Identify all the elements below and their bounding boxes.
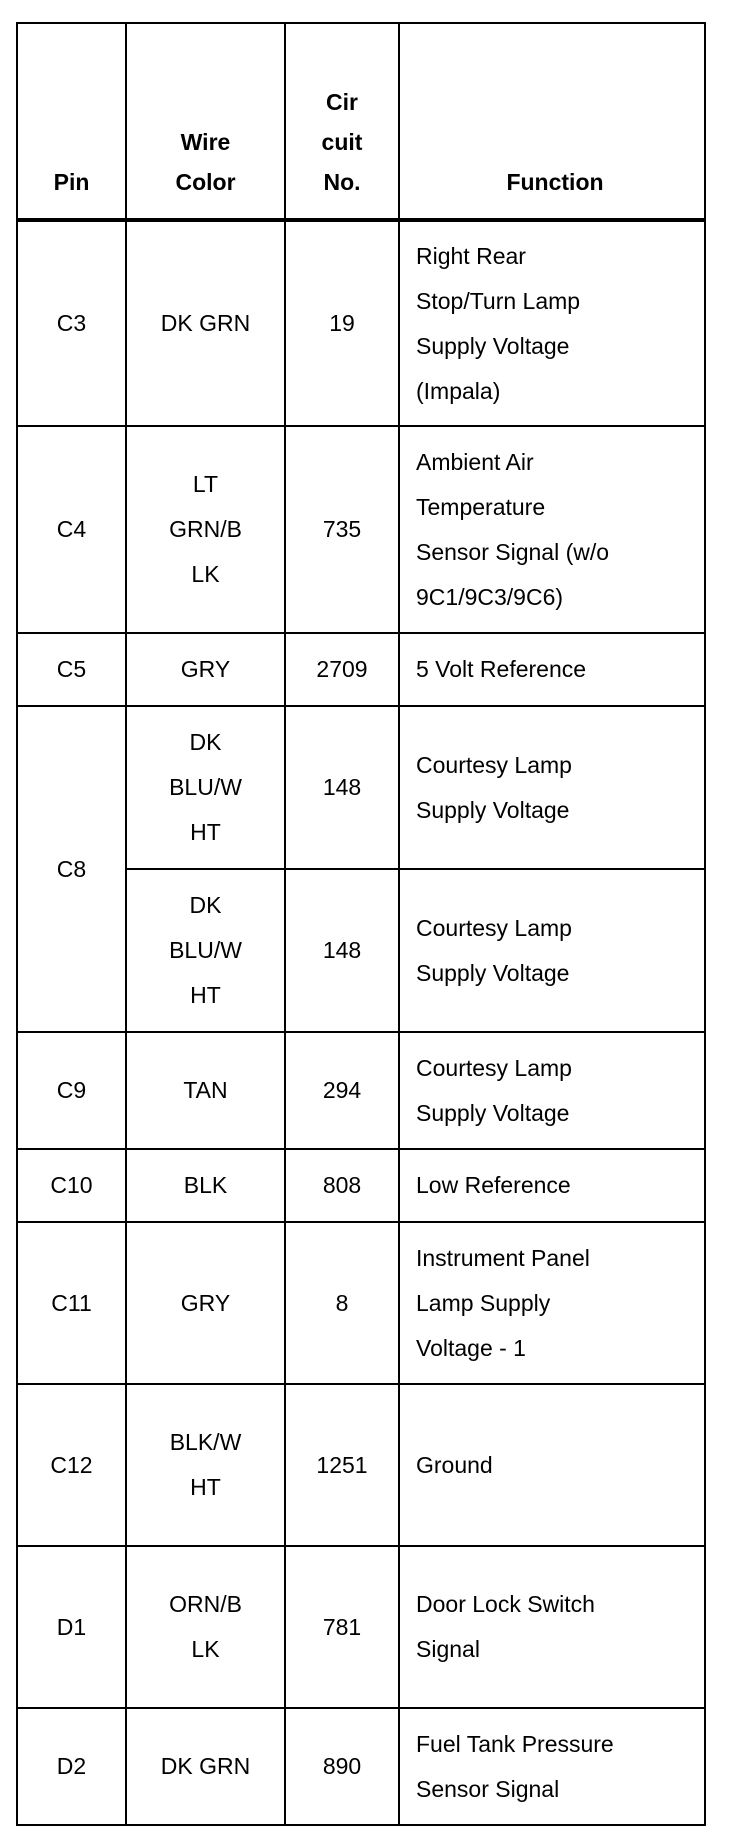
function-cell: Courtesy Lamp Supply Voltage: [399, 1032, 705, 1149]
function-cell: Right Rear Stop/Turn Lamp Supply Voltage (Impala): [399, 220, 705, 426]
pin-cell: D1: [17, 1546, 126, 1708]
pin-cell: C8: [17, 706, 126, 1032]
pin-cell: C12: [17, 1384, 126, 1546]
wire-color-cell: GRY: [126, 633, 285, 706]
header-circuit-no: Cir cuit No.: [285, 23, 399, 220]
pin-cell: C4: [17, 426, 126, 633]
circuit-cell: 1251: [285, 1384, 399, 1546]
pin-cell: C11: [17, 1222, 126, 1384]
connector-pinout-table: [16, 22, 706, 1826]
header-row: [17, 23, 705, 220]
table-row: [17, 220, 705, 426]
table-row: [17, 426, 705, 633]
circuit-cell: 8: [285, 1222, 399, 1384]
wire-color-cell: DK GRN: [126, 1708, 285, 1825]
pin-cell: C9: [17, 1032, 126, 1149]
pin-cell: C10: [17, 1149, 126, 1222]
header-pin: Pin: [17, 23, 126, 220]
table-row: [17, 1708, 705, 1825]
circuit-cell: 781: [285, 1546, 399, 1708]
table-row: [17, 1546, 705, 1708]
circuit-cell: 148: [285, 706, 399, 869]
table-row: [17, 1384, 705, 1546]
wire-color-cell: DK BLU/W HT: [126, 869, 285, 1032]
circuit-cell: 148: [285, 869, 399, 1032]
table-row: [17, 1222, 705, 1384]
function-cell: Courtesy Lamp Supply Voltage: [399, 706, 705, 869]
table-row: [17, 1149, 705, 1222]
function-cell: Low Reference: [399, 1149, 705, 1222]
circuit-cell: 2709: [285, 633, 399, 706]
pin-cell: D2: [17, 1708, 126, 1825]
function-cell: Instrument Panel Lamp Supply Voltage - 1: [399, 1222, 705, 1384]
wire-color-cell: DK GRN: [126, 220, 285, 426]
function-cell: Courtesy Lamp Supply Voltage: [399, 869, 705, 1032]
circuit-cell: 19: [285, 220, 399, 426]
wire-color-cell: TAN: [126, 1032, 285, 1149]
function-cell: Ground: [399, 1384, 705, 1546]
function-cell: Fuel Tank Pressure Sensor Signal: [399, 1708, 705, 1825]
wire-color-cell: BLK/W HT: [126, 1384, 285, 1546]
function-cell: 5 Volt Reference: [399, 633, 705, 706]
table-header: [17, 23, 705, 220]
wire-color-cell: BLK: [126, 1149, 285, 1222]
wire-color-cell: ORN/B LK: [126, 1546, 285, 1708]
table-row: [17, 1032, 705, 1149]
function-cell: Door Lock Switch Signal: [399, 1546, 705, 1708]
circuit-cell: 890: [285, 1708, 399, 1825]
wire-color-cell: GRY: [126, 1222, 285, 1384]
table-row: [17, 633, 705, 706]
pin-cell: C3: [17, 220, 126, 426]
wire-color-cell: DK BLU/W HT: [126, 706, 285, 869]
header-wire-color: Wire Color: [126, 23, 285, 220]
table-row: [17, 706, 705, 869]
circuit-cell: 294: [285, 1032, 399, 1149]
function-cell: Ambient Air Temperature Sensor Signal (w/o 9C1/9C3/9C6): [399, 426, 705, 633]
pin-cell: C5: [17, 633, 126, 706]
wire-color-cell: LT GRN/B LK: [126, 426, 285, 633]
header-function: Function: [399, 23, 705, 220]
circuit-cell: 808: [285, 1149, 399, 1222]
circuit-cell: 735: [285, 426, 399, 633]
table-body: [17, 220, 705, 1825]
